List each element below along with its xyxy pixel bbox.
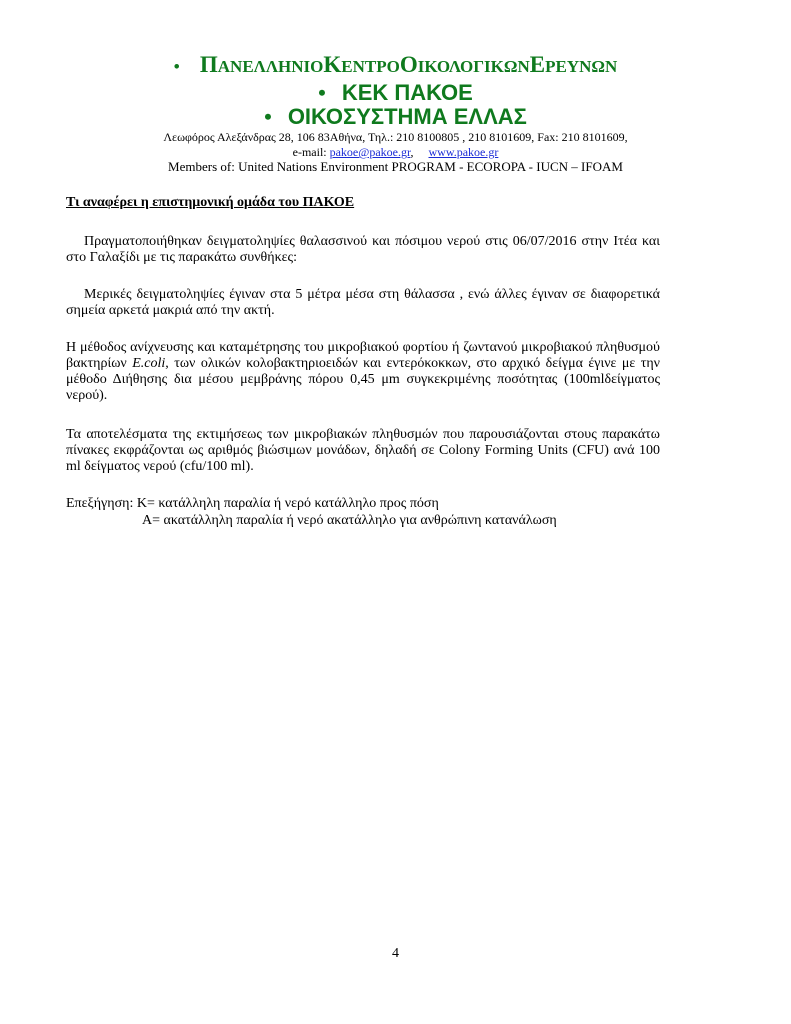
bullet-icon: • — [264, 104, 272, 129]
members-line: Members of: United Nations Environment PROGRAM - ECOROPA - IUCN – IFOAM — [168, 159, 623, 174]
bullet-icon: • — [318, 80, 326, 105]
paragraph-results: Τα αποτελέσματα της εκτιμήσεως των μικροβιακών πληθυσμών που παρουσιάζονται στους παρακάτω πίνακες εκφράζονται ως αριθμός βιώσιμων μονάδων, δηλαδή σε Colony Forming Units (CFU) ανά 100 ml δείγματος νερού (cfu/100 ml). — [66, 427, 660, 474]
email-link[interactable]: pakoe@pakoe.gr — [329, 145, 411, 159]
kek-heading — [0, 80, 791, 106]
section-heading: Τι αναφέρει η επιστημονική ομάδα του ΠΑΚΟΕ — [66, 195, 355, 210]
paragraph-method-text: , των ολικών κολοβακτηριοειδών και εντερόκοκκων, στο αρχικό δείγμα έγινε με την μέθοδο Διήθησης δια μέσου μεμβράνης πόρου 0,45 μm συγκεκριμένης ποσότητας (100mlδείγματος νερού). — [66, 356, 660, 403]
org-name-heading — [0, 52, 791, 78]
email-label: e-mail: — [292, 145, 327, 159]
kek-heading-text: ΚΕΚ ΠΑΚΟΕ — [341, 80, 473, 105]
contact-email-line: e-mail: pakoe@pakoe.gr, www.pakoe.gr — [292, 145, 499, 159]
website-link[interactable]: www.pakoe.gr — [428, 145, 499, 159]
legend-suitable: Επεξήγηση: Κ= κατάλληλη παραλία ή νερό κατάλληλο προς πόση — [66, 496, 439, 511]
ecosystem-heading-text: ΟΙΚΟΣΥΣΤΗΜΑ ΕΛΛΑΣ — [287, 104, 527, 129]
paragraph-sampling-locations: Μερικές δειγματοληψίες έγιναν στα 5 μέτρα μέσα στη θάλασσα , ενώ άλλες έγιναν σε διαφορετικά σημεία αρκετά μακριά από την ακτή. — [66, 287, 660, 318]
paragraph-method-text: Η μέθοδος ανίχνευσης και καταμέτρησης του μικροβιακού φορτίου ή ζωντανού μικροβιακού πληθυσμού βακτηρίων — [66, 340, 660, 371]
legend-unsuitable: Α= ακατάλληλη παραλία ή νερό ακατάλληλο για ανθρώπινη κατανάλωση — [142, 513, 557, 528]
species-name: E.coli — [132, 356, 166, 371]
bullet-icon: • — [173, 57, 180, 76]
org-name-part: ΟΙΚΟΛΟΓΙΚΩΝ — [399, 52, 530, 77]
org-name-part: ΕΡΕΥΝΩΝ — [529, 52, 618, 77]
paragraph-method — [66, 340, 660, 404]
page-number: 4 — [392, 946, 399, 961]
contact-address: Λεωφόρος Αλεξάνδρας 28, 106 83Αθήνα, Τηλ.: 210 8100805 , 210 8101609, Fax: 210 8101609, — [163, 130, 628, 144]
ecosystem-heading — [0, 104, 791, 130]
paragraph-sampling: Πραγματοποιήθηκαν δειγματοληψίες θαλασσινού και πόσιμου νερού στις 06/07/2016 στην Ιτέα και στο Γαλαξίδι με τις παρακάτω συνθήκες: — [66, 234, 660, 265]
org-name-part: ΚΕΝΤΡΟ — [323, 52, 400, 77]
org-name-part: ΠΑΝΕΛΛΗΝΙΟ — [199, 52, 324, 77]
